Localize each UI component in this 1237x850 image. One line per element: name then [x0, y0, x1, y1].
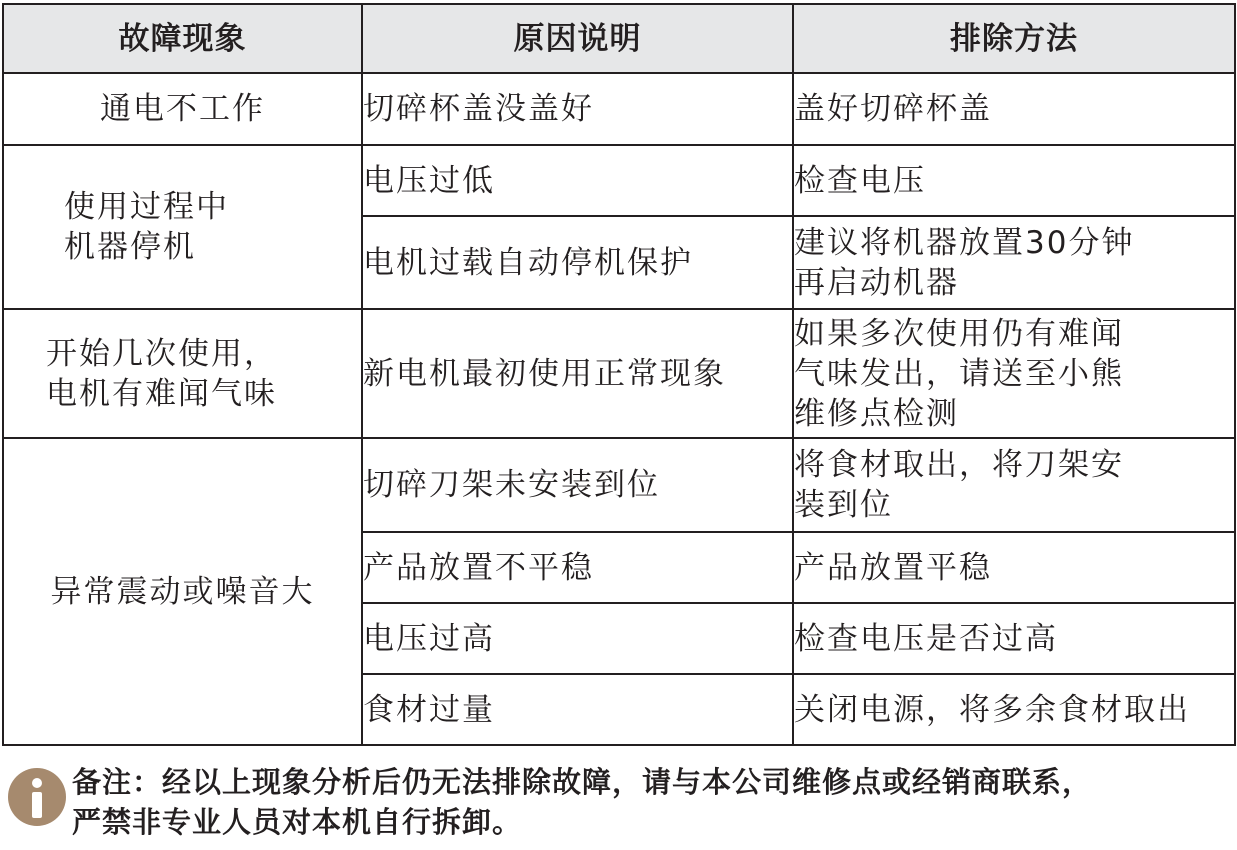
fix-text: 装到位: [794, 487, 893, 523]
fix-text: 如果多次使用仍有难闻: [794, 315, 1124, 352]
fix-text: 再启动机器: [794, 264, 959, 301]
table-row: [3, 73, 1235, 145]
table-row: [3, 145, 1235, 216]
cause-cell: 产品放置不平稳: [362, 532, 793, 603]
fix-cell: [793, 145, 1235, 216]
symptom-cell: [3, 145, 362, 309]
symptom-text: 电机有难闻气味: [46, 375, 277, 412]
cause-cell: 切碎刀架未安装到位: [362, 438, 793, 532]
fix-cell: [793, 216, 1235, 309]
symptom-cell: [3, 309, 362, 438]
header-fix: 排除方法: [793, 4, 1235, 73]
table-row: [3, 309, 1235, 438]
cause-cell: 切碎杯盖没盖好: [362, 73, 793, 145]
header-cause: 原因说明: [362, 4, 793, 73]
fix-text: 检查电压是否过高: [794, 620, 1058, 657]
note-section: [8, 762, 1233, 842]
cause-cell: 电机过载自动停机保护: [362, 216, 793, 309]
note-line: 严禁非专业人员对本机自行拆卸。: [72, 805, 523, 839]
cause-cell: 电压过低: [362, 145, 793, 216]
fix-cell: [793, 674, 1235, 745]
fix-text: 将食材取出，将刀架安: [794, 447, 1124, 483]
symptom-text: 异常震动或噪音大: [50, 573, 315, 610]
symptom-text: 通电不工作: [100, 91, 265, 127]
symptom-text: 使用过程中: [64, 189, 229, 225]
fix-text: 关闭电源，将多余食材取出: [794, 691, 1190, 728]
fix-cell: [793, 438, 1235, 532]
troubleshooting-table: [2, 3, 1236, 746]
fix-text: 建议将机器放置30分钟: [794, 224, 1135, 261]
symptom-text: 机器停机: [64, 229, 196, 265]
fix-cell: [793, 73, 1235, 145]
fix-cell: [793, 309, 1235, 438]
note-text: [72, 762, 1237, 842]
header-symptom: 故障现象: [3, 4, 362, 73]
symptom-cell: [3, 438, 362, 745]
cause-cell: 新电机最初使用正常现象: [362, 309, 793, 438]
info-icon: [8, 768, 66, 826]
fix-text: 产品放置平稳: [794, 549, 992, 586]
note-line: 备注：经以上现象分析后仍无法排除故障，请与本公司维修点或经销商联系，: [72, 765, 1093, 799]
fix-cell: [793, 603, 1235, 674]
cause-cell: 电压过高: [362, 603, 793, 674]
fix-cell: [793, 532, 1235, 603]
table-row: [3, 438, 1235, 532]
table-body: [3, 73, 1235, 745]
fix-text: 气味发出，请送至小熊: [794, 355, 1124, 392]
fix-text: 检查电压: [794, 162, 926, 199]
symptom-text: 开始几次使用，: [46, 335, 277, 372]
header-row: [3, 4, 1235, 73]
fix-text: 维修点检测: [794, 395, 959, 432]
symptom-cell: [3, 73, 362, 145]
cause-cell: 食材过量: [362, 674, 793, 745]
table-header: [3, 4, 1235, 73]
fix-text: 盖好切碎杯盖: [794, 91, 992, 127]
